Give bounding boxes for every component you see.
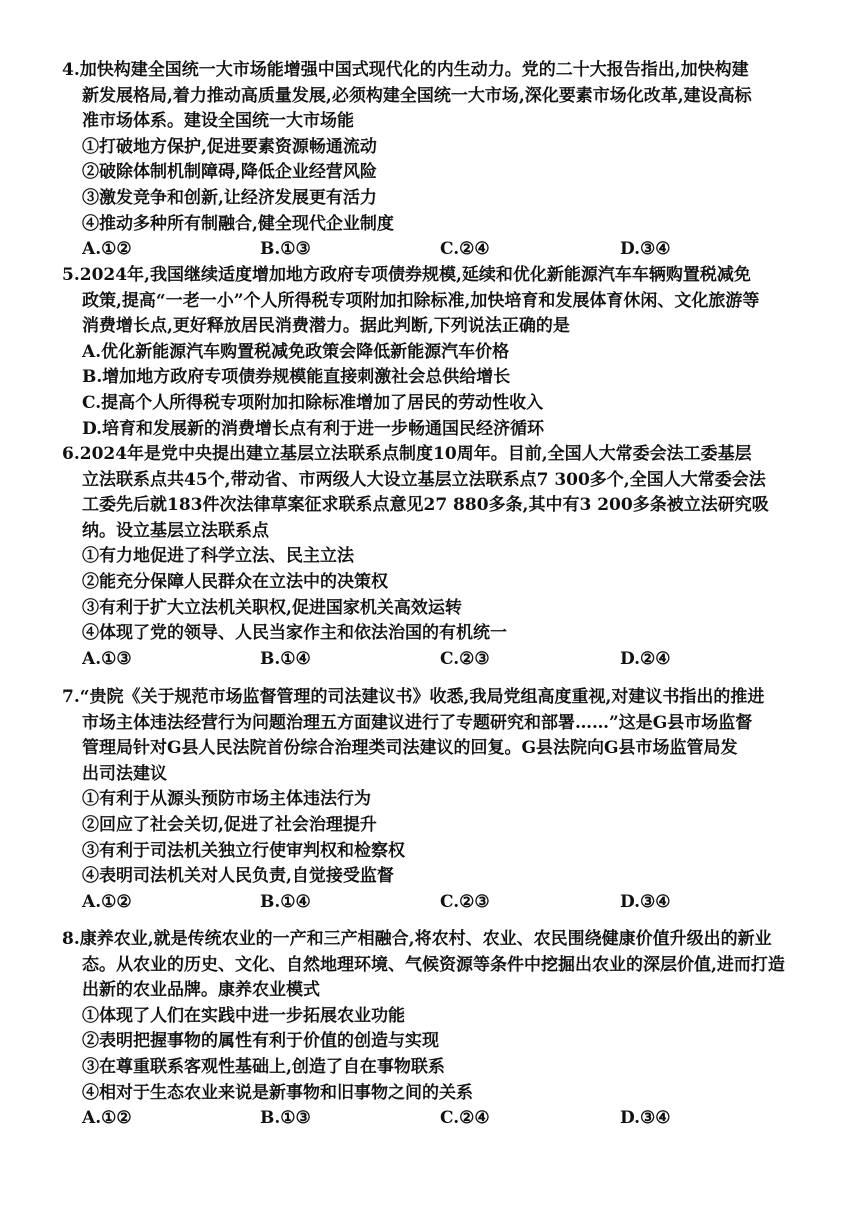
statement-option: ④相对于生态农业来说是新事物和旧事物之间的关系 (82, 1082, 473, 1103)
statement-option: ①有力地促进了科学立法、民主立法 (82, 546, 354, 567)
choice-option: B.增加地方政府专项债券规模能直接刺激社会总供给增长 (82, 367, 511, 388)
statement-option: ④体现了党的领导、人民当家作主和依法治国的有机统一 (82, 623, 507, 644)
statement-option: ③激发竞争和创新,让经济发展更有活力 (82, 187, 377, 208)
answer-choices (82, 237, 822, 263)
answer-choice-a: A.①② (82, 1108, 132, 1129)
statement-option: ②能充分保障人民群众在立法中的决策权 (82, 571, 388, 592)
statement-option: ①体现了人们在实践中进一步拓展农业功能 (82, 1005, 405, 1026)
statement-option: ④推动多种所有制融合,健全现代企业制度 (82, 213, 394, 234)
answer-choice-d: D.③④ (620, 1108, 671, 1129)
choice-option: D.培育和发展新的消费增长点有利于进一步畅通国民经济循环 (82, 418, 545, 439)
question-stem-line: 准市场体系。建设全国统一大市场能 (82, 111, 354, 132)
statement-option: ①有利于从源头预防市场主体违法行为 (82, 789, 371, 810)
question-6 (62, 442, 822, 672)
question-stem-line: 4.加快构建全国统一大市场能增强中国式现代化的内生动力。党的二十大报告指出,加快构建 (62, 60, 749, 80)
question-4 (62, 58, 822, 263)
answer-choice-b: B.①④ (260, 648, 311, 669)
statement-option: ③在尊重联系客观性基础上,创造了自在事物联系 (82, 1056, 445, 1077)
question-stem-line: 立法联系点共45个,带动省、市两级人大设立基层立法联系点7 300多个,全国人大常委会法 (82, 469, 766, 490)
question-stem-line: 市场主体违法经营行为问题治理五方面建议进行了专题研究和部署……”这是G县市场监督 (82, 712, 753, 733)
question-stem-line: 政策,提高“一老一小”个人所得税专项附加扣除标准,加快培育和发展体育休闲、文化旅游等 (82, 290, 760, 311)
statement-option: ③有利于司法机关独立行使审判权和检察权 (82, 840, 405, 861)
answer-choice-c: C.②④ (440, 239, 490, 260)
question-7 (62, 685, 822, 915)
answer-choice-a: A.①② (82, 891, 132, 912)
answer-choice-c: C.②③ (440, 891, 490, 912)
question-stem-line: 消费增长点,更好释放居民消费潜力。据此判断,下列说法正确的是 (82, 316, 570, 337)
statement-option: ④表明司法机关对人民负责,自觉接受监督 (82, 866, 394, 887)
question-stem-line: 态。从农业的历史、文化、自然地理环境、气候资源等条件中挖掘出农业的深层价值,进而打造 (82, 954, 785, 975)
question-stem-line: 出新的农业品牌。康养农业模式 (82, 980, 320, 1001)
question-stem-line: 工委先后就183件次法律草案征求联系点意见27 880多条,其中有3 200多条被立法研究吸 (82, 495, 769, 516)
statement-option: ②表明把握事物的属性有利于价值的创造与实现 (82, 1031, 439, 1052)
answer-choices (82, 890, 822, 916)
question-8 (62, 927, 822, 1132)
answer-choice-d: D.③④ (620, 239, 671, 260)
statement-option: ①打破地方保护,促进要素资源畅通流动 (82, 136, 377, 157)
answer-choices (82, 1106, 822, 1132)
question-stem-line: 7.“贵院《关于规范市场监督管理的司法建议书》收悉,我局党组高度重视,对建议书指出的推进 (62, 687, 765, 707)
question-stem-line: 新发展格局,着力推动高质量发展,必须构建全国统一大市场,深化要素市场化改革,建设高标 (82, 85, 752, 106)
question-stem-line: 5.2024年,我国继续适度增加地方政府专项债券规模,延续和优化新能源汽车车辆购置税减免 (62, 265, 751, 285)
question-5 (62, 263, 822, 442)
answer-choice-a: A.①② (82, 239, 132, 260)
answer-choice-d: D.③④ (620, 891, 671, 912)
answer-choice-d: D.②④ (620, 648, 671, 669)
question-stem-line: 出司法建议 (82, 763, 167, 784)
answer-choice-b: B.①③ (260, 1108, 311, 1129)
question-stem-line: 8.康养农业,就是传统农业的一产和三产相融合,将农村、农业、农民围绕健康价值升级出的新业 (62, 929, 772, 949)
answer-choice-a: A.①③ (82, 648, 132, 669)
question-stem-line: 6.2024年是党中央提出建立基层立法联系点制度10周年。目前,全国人大常委会法工委基层 (62, 444, 752, 464)
question-stem-line: 管理局针对G县人民法院首份综合治理类司法建议的回复。G县法院向G县市场监管局发 (82, 738, 738, 759)
answer-choice-b: B.①③ (260, 239, 311, 260)
choice-option: A.优化新能源汽车购置税减免政策会降低新能源汽车价格 (82, 341, 510, 362)
answer-choices (82, 647, 822, 673)
question-stem-line: 纳。设立基层立法联系点 (82, 520, 269, 541)
statement-option: ②回应了社会关切,促进了社会治理提升 (82, 814, 377, 835)
statement-option: ③有利于扩大立法机关职权,促进国家机关高效运转 (82, 597, 462, 618)
answer-choice-c: C.②③ (440, 648, 490, 669)
answer-choice-c: C.②④ (440, 1108, 490, 1129)
statement-option: ②破除体制机制障碍,降低企业经营风险 (82, 162, 377, 183)
choice-option: C.提高个人所得税专项附加扣除标准增加了居民的劳动性收入 (82, 392, 544, 413)
answer-choice-b: B.①④ (260, 891, 311, 912)
